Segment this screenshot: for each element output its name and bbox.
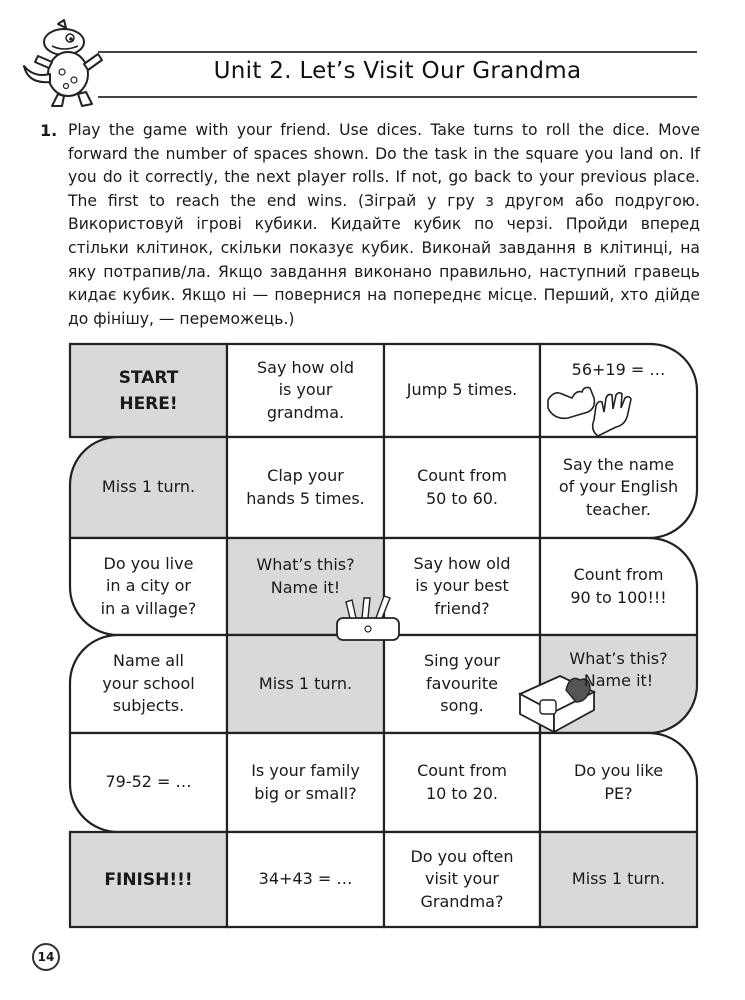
board-cell-text: What’s this? Name it! [256,555,355,597]
board-cell-text: Miss 1 turn. [571,869,666,889]
board-cell [544,437,693,538]
board-cell-text: Sing your favourite song. [424,651,500,716]
board-cell-text: Miss 1 turn. [258,673,353,693]
board-cell [544,324,693,417]
board-cell [231,437,380,538]
board-cell-text: START HERE! [118,367,179,414]
board-cell [74,538,223,635]
page-title: Unit 2. Let’s Visit Our Grandma [213,58,582,84]
task-instructions: Play the game with your friend. Use dices. Take turns to roll the dice. Move forward the number of spaces shown. Do the task in the square you land on. If you do it correctly, the next player rolls. If not, go back to your previous place. The first to reach the end wins. (Зіграй у гру з другом або подругою. Використовуй ігрові кубики. Кидайте кубик по черзі. Пройди вперед стільки клітинок, скільки показує кубик. Виконай завдання в клітинці, на яку потрапив/ла. Якщо завдання виконано правильно, наступний гравець кидає кубик. Якщо ні — повернися на попереднє місце. Перший, хто дійде до фінішу, — переможець.) [68,121,700,328]
board-cell-text: Jump 5 times. [406,380,518,400]
board-cell [544,621,693,719]
board-cell [388,832,536,927]
page-number: 14 [32,943,60,971]
board-cell [74,344,223,437]
board-cell [544,733,693,832]
board-cell-text: Say how old is your grandma. [256,357,354,422]
board-cell-text: Is your family big or small? [251,761,360,803]
board-cell [74,437,223,538]
board-cell [231,635,380,733]
board-cell [544,832,693,927]
board-cell-text: Say the name of your English teacher. [558,454,679,519]
board-cell-text: Count from 90 to 100!!! [570,565,667,607]
board-cell-text: Count from 50 to 60. [417,466,507,508]
board-cell-text: FINISH!!! [104,869,193,890]
board-cell [388,538,536,635]
board-cell [388,733,536,832]
board-cell-text: Miss 1 turn. [101,477,196,497]
board-cell [388,437,536,538]
board-cell-text: 79-52 = … [105,772,192,792]
board-cell [74,635,223,733]
board-cell-text: What’s this? Name it! [569,648,668,690]
board-cell-text: Name all your school subjects. [102,651,195,716]
board-cell [388,635,536,733]
board-cell-text: Do you live in a city or in a village? [100,553,197,618]
board-cell-text: 56+19 = … [571,360,666,380]
board-cell [388,344,536,437]
board-cell-text: Count from 10 to 20. [417,761,507,803]
board-cell [74,733,223,832]
board-cell [74,832,223,927]
task-number: 1. [40,121,58,140]
board-cell [231,344,380,437]
board-cell-text: Do you like PE? [573,761,664,803]
board-cell [231,733,380,832]
board-cell-text: Clap your hands 5 times. [246,466,365,508]
board-cell [231,528,380,625]
board-cell [231,832,380,927]
board-cell-text: 34+43 = … [258,869,353,889]
board-cell-text: Do you often visit your Grandma? [410,846,514,911]
board-cell-text: Say how old is your best friend? [413,553,511,618]
